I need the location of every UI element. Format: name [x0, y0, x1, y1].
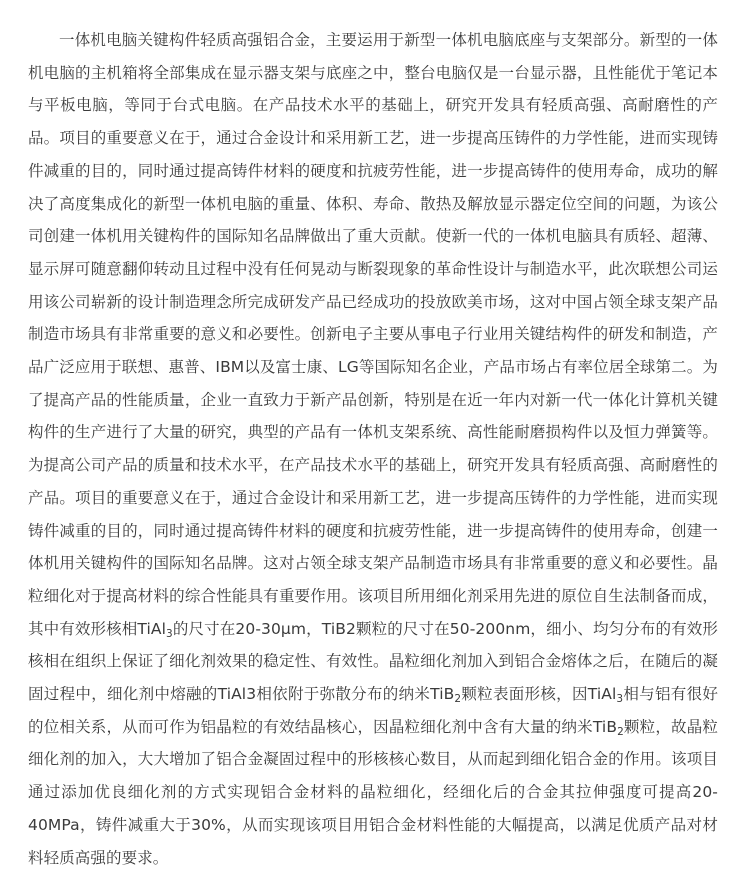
text-segment-3: 颗粒表面形核，因TiAl	[461, 685, 617, 704]
subscript-2: 2	[454, 693, 462, 706]
text-segment-5: 颗粒，故晶粒细化剂的加入，大大增加了铝合金凝固过程中的形核核心数目，从而起到细化铝合金的作用。该项目通过添加优良细化剂的方式实现铝合金材料的晶粒细化，经细化后的合金其拉伸强度可提高20-40MPa，铸件减重大于30%，从而实现该项目用铝合金材料性能的大幅提高，以满足优质产品对材料轻质高强的要求。	[28, 717, 718, 867]
subscript-1: 3	[166, 627, 173, 640]
article-paragraph	[28, 24, 718, 874]
text-segment-2: 的尺寸在20-30μm，TiB2颗粒的尺寸在50-200nm，细小、均匀分布的有效形核相在组织上保证了细化剂效果的稳定性、有效性。晶粒细化剂加入到铝合金熔体之后，在随后的凝固过程中，细化剂中熔融的TiAl3相依附于弥散分布的纳米TiB	[28, 619, 718, 704]
subscript-3: 3	[616, 693, 624, 706]
subscript-4: 2	[617, 725, 624, 738]
text-segment-4: 相与铝有很好的位相关系，从而可作为铝晶粒的有效结晶核心，因晶粒细化剂中含有大量的纳米TiB	[28, 685, 718, 736]
text-segment-1: 一体机电脑关键构件轻质高强铝合金，主要运用于新型一体机电脑底座与支架部分。新型的一体机电脑的主机箱将全部集成在显示器支架与底座之中，整台电脑仅是一台显示器，且性能优于笔记本与平板电脑，等同于台式电脑。在产品技术水平的基础上，研究开发具有轻质高强、高耐磨性的产品。项目的重要意义在于，通过合金设计和采用新工艺，进一步提高压铸件的力学性能，进而实现铸件减重的目的，同时通过提高铸件材料的硬度和抗疲劳性能，进一步提高铸件的使用寿命，成功的解决了高度集成化的新型一体机电脑的重量、体积、寿命、散热及解放显示器定位空间的问题，为该公司创建一体机用关键构件的国际知名品牌做出了重大贡献。使新一代的一体机电脑具有质轻、超薄、显示屏可随意翻仰转动且过程中没有任何晃动与断裂现象的革命性设计与制造水平，此次联想公司运用该公司崭新的设计制造理念所完成研发产品已经成功的投放欧美市场，这对中国占领全球支架产品制造市场具有非常重要的意义和必要性。创新电子主要从事电子行业用关键结构件的研发和制造，产品广泛应用于联想、惠普、IBM以及富士康、LG等国际知名企业，产品市场占有率位居全球第二。为了提高产品的性能质量，企业一直致力于新产品创新，特别是在近一年内对新一代一体化计算机关键构件的生产进行了大量的研究，典型的产品有一体机支架系统、高性能耐磨损构件以及恒力弹簧等。为提高公司产品的质量和技术水平，在产品技术水平的基础上，研究开发具有轻质高强、高耐磨性的产品。项目的重要意义在于，通过合金设计和采用新工艺，进一步提高压铸件的力学性能，进而实现铸件减重的目的，同时通过提高铸件材料的硬度和抗疲劳性能，进一步提高铸件的使用寿命，创建一体机用关键构件的国际知名品牌。这对占领全球支架产品制造市场具有非常重要的意义和必要性。晶粒细化对于提高材料的综合性能具有重要作用。该项目所用细化剂采用先进的原位自生法制备而成，其中有效形核相TiAl	[28, 31, 718, 638]
